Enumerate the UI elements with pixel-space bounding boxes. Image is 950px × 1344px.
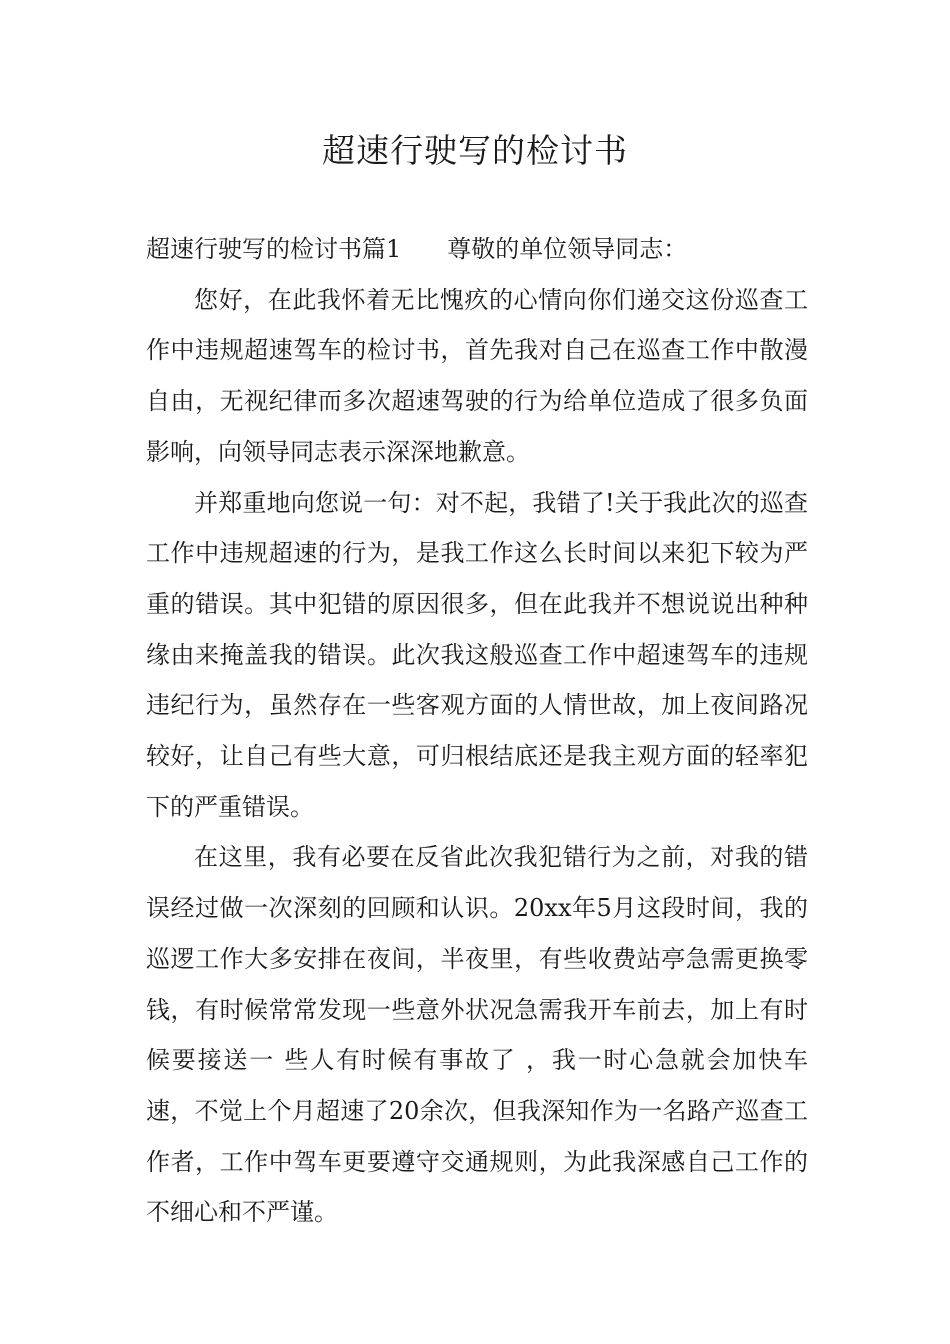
paragraph-3: 在这里，我有必要在反省此次我犯错行为之前，对我的错误经过做一次深刻的回顾和认识。20xx年5月这段时间，我的巡逻工作大多安排在夜间，半夜里，有些收费站亭急需更换零钱，有时候常常发现一些意外状况急需我开车前去，加上有时候要接送一 些人有时候有事故了 ，我一时心急就会加快车速，不觉上个月超速了20余次，但我深知作为一名路产巡查工作者，工作中驾车更要遵守交通规则，为此我深感自己工作的不细心和不严谨。 xyxy=(146,843,808,1227)
salutation: 尊敬的单位领导同志： xyxy=(447,235,688,263)
document-body xyxy=(146,224,808,1238)
heading-line xyxy=(146,224,808,275)
paragraph-2: 并郑重地向您说一句：对不起，我错了!关于我此次的巡查工作中违规超速的行为，是我工作这么长时间以来犯下较为严重的错误。其中犯错的原因很多，但在此我并不想说说出种种缘由来掩盖我的错误。此次我这般巡查工作中超速驾车的违规违纪行为，虽然存在一些客观方面的人情世故，加上夜间路况较好，让自己有些大意，可归根结底还是我主观方面的轻率犯下的严重错误。 xyxy=(146,488,808,821)
document-title: 超速行驶写的检讨书 xyxy=(322,131,628,170)
paragraph-1: 您好，在此我怀着无比愧疚的心情向你们递交这份巡查工作中违规超速驾车的检讨书，首先我对自己在巡查工作中散漫自由，无视纪律而多次超速驾驶的行为给单位造成了很多负面影响，向领导同志表示深深地歉意。 xyxy=(146,285,808,466)
section-heading: 超速行驶写的检讨书篇1 xyxy=(146,235,402,263)
